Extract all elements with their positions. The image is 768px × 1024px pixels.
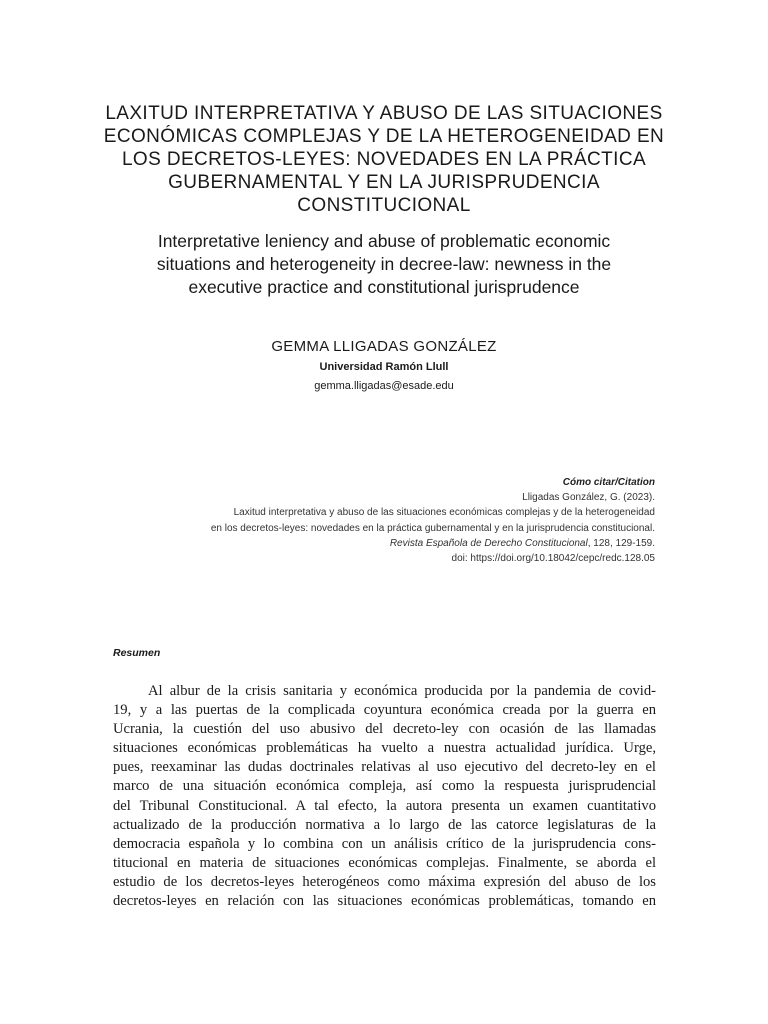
citation-line: Lligadas González, G. (2023).	[522, 492, 655, 504]
title-es-line: GUBERNAMENTAL Y EN LA JURISPRUDENCIA	[168, 172, 600, 193]
author-name: GEMMA LLIGADAS GONZÁLEZ	[271, 338, 497, 355]
journal-name: Revista Española de Derecho Constitucional	[389, 537, 588, 549]
abstract-line: actualizado de la producción normativa a lo largo de las catorce legislaturas de la	[113, 816, 656, 833]
abstract-line: del Tribunal Constitucional. A tal efecto, la autora presenta un examen cuantitativo	[113, 797, 656, 814]
abstract-line: situaciones económicas problemáticas ha vuelto a nuestra actualidad jurídica. Urge,	[113, 740, 656, 757]
journal-issue-pages: , 128, 129-159.	[587, 537, 655, 549]
author-affiliation: Universidad Ramón Llull	[319, 361, 449, 373]
abstract-line: Al albur de la crisis sanitaria y económica producida por la pandemia de covid-	[148, 683, 656, 699]
author-email[interactable]: gemma.lligadas@esade.edu	[314, 380, 454, 392]
title-es-line: ECONÓMICAS COMPLEJAS Y DE LA HETEROGENEIDAD EN	[103, 126, 665, 147]
title-es-line: LAXITUD INTERPRETATIVA Y ABUSO DE LAS SITUACIONES	[105, 103, 663, 124]
abstract-line: pues, reexaminar las dudas doctrinales relativas al uso ejecutivo del decreto-ley en el	[113, 759, 656, 776]
abstract-line: estudio de los decretos-leyes heterogéneos como máxima expresión del abuso de los	[113, 873, 656, 890]
abstract-line: decretos-leyes en relación con las situaciones económicas problemáticas, tomando en	[113, 893, 656, 910]
citation-heading: Cómo citar/Citation	[562, 477, 655, 488]
citation-line: Laxitud interpretativa y abuso de las situaciones económicas complejas y de la heterogeneidad	[233, 507, 655, 519]
title-es-line: CONSTITUCIONAL	[297, 195, 471, 216]
abstract-heading: Resumen	[113, 647, 161, 659]
citation-block	[95, 475, 655, 566]
abstract-line: 19, y a las puertas de la complicada coyuntura económica creada por la guerra en	[113, 702, 656, 719]
abstract-line: Ucrania, la cuestión del uso abusivo del decreto-ley con ocasión de las llamadas	[113, 721, 656, 738]
title-en-line: executive practice and constitutional jurisprudence	[188, 277, 580, 297]
abstract-line: marco de una situación económica compleja, así como la respuesta jurisprudencial	[113, 778, 656, 795]
article-title-spanish	[100, 102, 668, 217]
article-title-english	[100, 230, 668, 299]
title-es-line: LOS DECRETOS-LEYES: NOVEDADES EN LA PRÁCTICA	[121, 149, 647, 170]
citation-line: en los decretos-leyes: novedades en la práctica gubernamental y en la jurisprudencia constitucional.	[210, 522, 655, 534]
title-en-line: Interpretative leniency and abuse of problematic economic	[157, 231, 611, 251]
citation-journal-line	[95, 536, 655, 551]
abstract-line: titucional en materia de situaciones económicas complejas. Finalmente, se aborda el	[113, 854, 656, 871]
abstract-line: democracia española y lo combina con un análisis crítico de la jurisprudencia cons-	[113, 835, 656, 852]
citation-doi[interactable]: doi: https://doi.org/10.18042/cepc/redc.128.05	[451, 553, 655, 565]
title-en-line: situations and heterogeneity in decree-law: newness in the	[156, 254, 612, 274]
abstract-body	[113, 682, 656, 911]
